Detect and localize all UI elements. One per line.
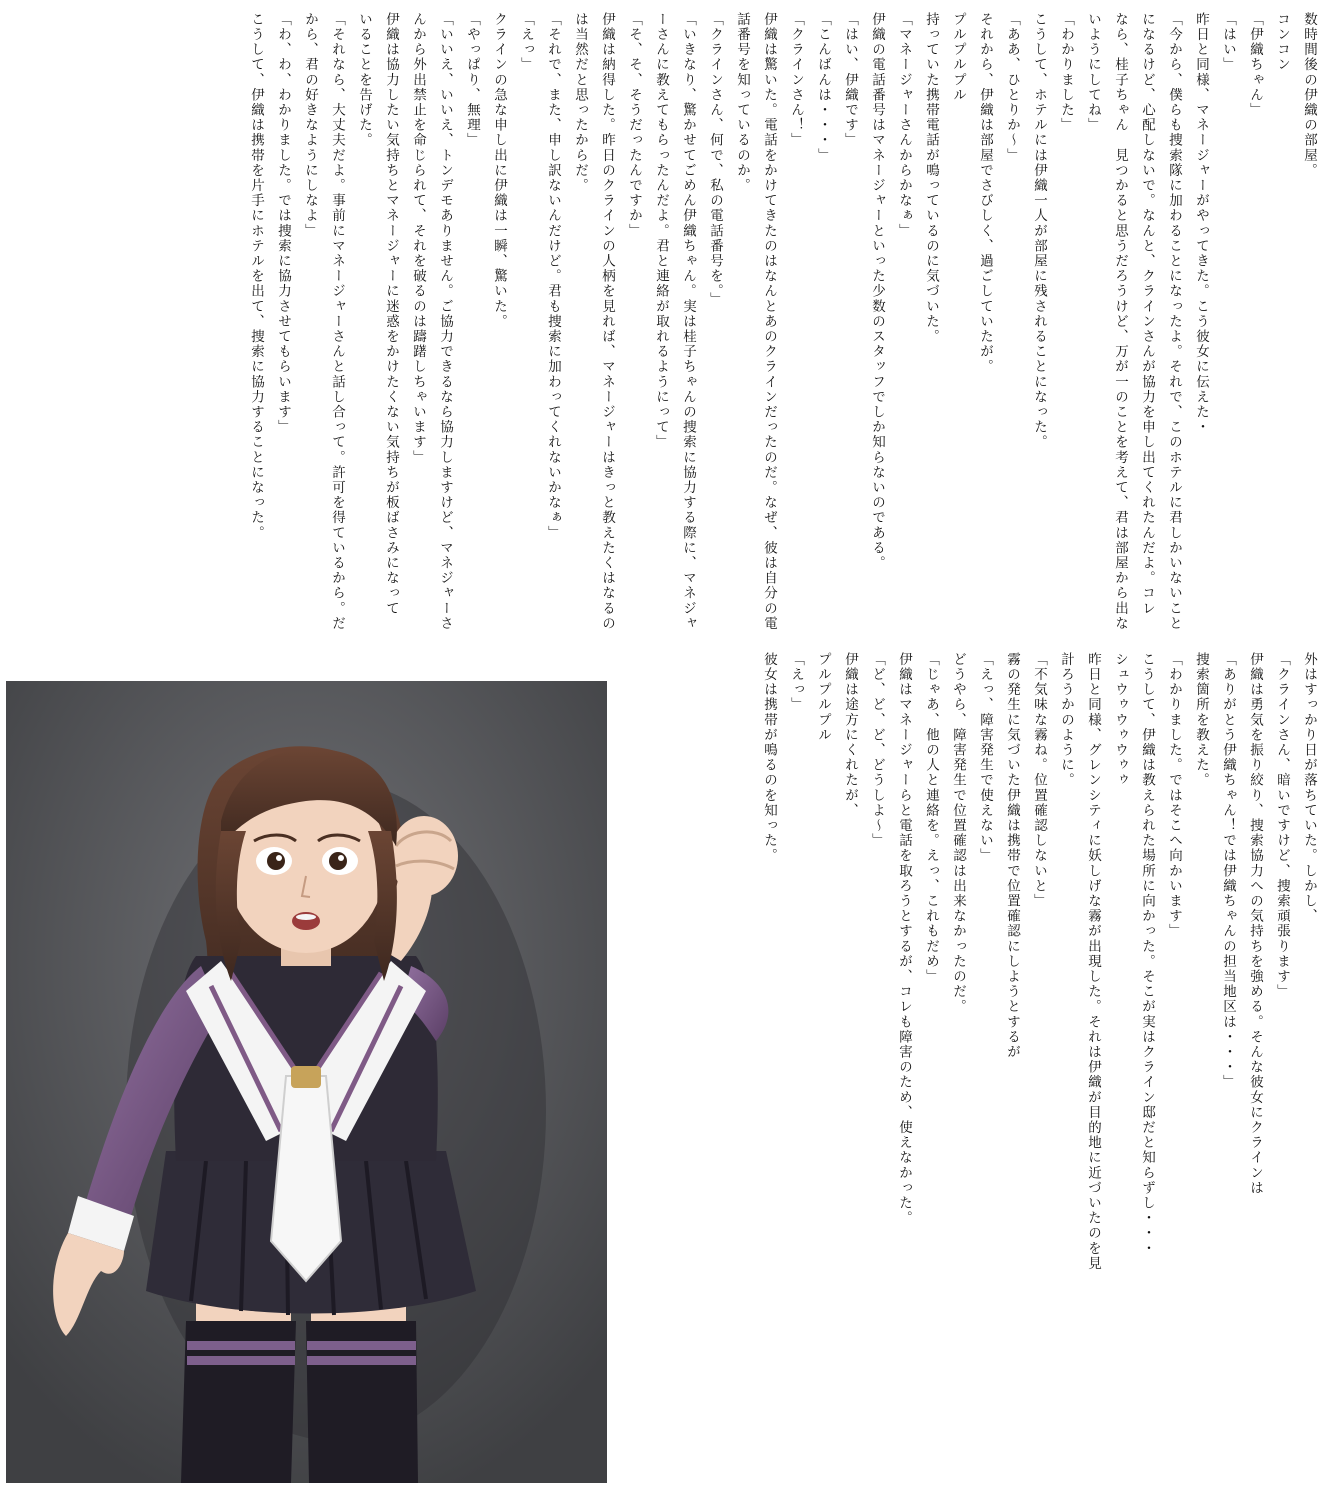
text-line: それから、伊織は部屋でさびしく、過ごしていたが。	[977, 12, 993, 375]
text-line: 伊織はマネージャーらと電話を取ろうとするが、コレも障害のため、使えなかった。	[896, 652, 912, 1226]
text-line: こうして、伊織は携帯を片手にホテルを出て、捜索に協力することになった。	[248, 12, 264, 541]
text-line: 「えっ」	[518, 12, 534, 73]
text-line: いることを告げた。	[356, 12, 372, 148]
text-line: こうして、ホテルには伊織一人が部屋に残されることになった。	[1031, 12, 1047, 450]
text-line: 「不気味な霧ね。位置確認しないと」	[1031, 652, 1047, 909]
text-line: コンコン	[1274, 12, 1290, 73]
text-line: 「えっ」	[788, 652, 804, 713]
text-line: 「えっ、障害発生で使えない」	[977, 652, 993, 864]
text-line: 「ありがとう伊織ちゃん！では伊織ちゃんの担当地区は・・・」	[1220, 652, 1236, 1090]
text-line: ーさんに教えてもらったんだよ。君と連絡が取れるようにって」	[653, 12, 669, 450]
text-line: 彼女は携帯が鳴るのを知った。	[761, 652, 777, 864]
text-line: から、君の好きなようにしなよ」	[302, 12, 318, 239]
text-line: 「それなら、大丈夫だよ。事前にマネージャーさんと話し合って。許可を得ているから。だ	[329, 12, 345, 632]
text-line: プルプルプル	[815, 652, 831, 743]
text-line: 伊織は途方にくれたが、	[842, 652, 858, 819]
top-story-text	[0, 12, 1322, 637]
text-line: 「はい」	[1220, 12, 1236, 73]
text-line: 「こんばんは・・・」	[815, 12, 831, 163]
text-line: 「わかりました」	[1058, 12, 1074, 133]
text-line: なら、桂子ちゃん 見つかると思うだろうけど、万が一のことを考えて、君は部屋から出な	[1112, 12, 1128, 632]
text-line: 「わ、わ、わかりました。では捜索に協力させてもらいます」	[275, 12, 291, 435]
text-line: 計ろうかのように。	[1058, 652, 1074, 788]
text-line: 「今から、僕らも捜索隊に加わることになったよ。それで、このホテルに君しかいないこと	[1166, 12, 1182, 632]
text-line: 「ど、ど、ど、どうしよ〜」	[869, 652, 885, 849]
illustration-drawing	[6, 681, 607, 1483]
text-line: 伊織は驚いた。電話をかけてきたのはなんとあのクラインだったのだ。なぜ、彼は自分の電	[761, 12, 777, 632]
text-line: 「いきなり、驚かせてごめん伊織ちゃん。実は桂子ちゃんの捜索に協力する際に、マネジャ	[680, 12, 696, 632]
text-line: どうやら、障害発生で位置確認は出来なかったのだ。	[950, 652, 966, 1015]
text-line: になるけど、心配しないで。なんと、クラインさんが協力を申し出てくれたんだよ。コレ	[1139, 12, 1155, 616]
text-line: 「そ、そ、そうだったんですか」	[626, 12, 642, 239]
text-line: 霧の発生に気づいた伊織は携帯で位置確認にしようとするが	[1004, 652, 1020, 1060]
text-line: 伊織は勇気を振り絞り、捜索協力への気持ちを強める。そんな彼女にクラインは	[1247, 652, 1263, 1196]
text-line: 「伊織ちゃん」	[1247, 12, 1263, 118]
text-line: 「いいえ、いいえ、トンデモありません。ご協力できるなら協力しますけど、マネジャーさ	[437, 12, 453, 632]
schoolgirl-illustration	[6, 681, 607, 1483]
text-line: 「じゃあ、他の人と連絡を。えっ、これもだめ」	[923, 652, 939, 985]
text-line: 「クラインさん、暗いですけど、捜索頑張ります」	[1274, 652, 1290, 1000]
text-line: 「マネージャーさんからかなぁ」	[896, 12, 912, 239]
text-line: 伊織は納得した。昨日のクラインの人柄を見れば、マネージャーはきっと教えたくはなるの	[599, 12, 615, 632]
text-line: 話番号を知っているのか。	[734, 12, 750, 194]
text-line: 「クラインさん、何で、私の電話番号を。」	[707, 12, 723, 308]
text-line: シュウゥウゥウゥゥ	[1112, 652, 1128, 788]
text-line: 伊織は協力したい気持ちとマネージャーに迷惑をかけたくない気持ちが板ばさみになって	[383, 12, 399, 616]
text-line: 捜索箇所を教えた。	[1193, 652, 1209, 788]
text-line: こうして、伊織は教えられた場所に向かった。そこが実はクライン邸だと知らずし・・・	[1139, 652, 1155, 1256]
text-line: 「それで、また、申し訳ないんだけど。君も捜索に加わってくれないかなぁ」	[545, 12, 561, 541]
text-line: 「わかりました。ではそこへ向かいます」	[1166, 652, 1182, 939]
text-line: 外はすっかり日が落ちていた。しかし、	[1301, 652, 1317, 924]
text-line: 昨日と同様、マネージャーがやってきた。こう彼女に伝えた・	[1193, 12, 1209, 435]
text-line: 持っていた携帯電話が鳴っているのに気づいた。	[923, 12, 939, 345]
text-line: プルプルプル	[950, 12, 966, 103]
text-line: 伊織の電話番号はマネージャーといった少数のスタッフでしか知らないのである。	[869, 12, 885, 571]
text-line: 昨日と同様、グレンシティに妖しげな霧が出現した。それは伊織が目的地に近づいたのを見	[1085, 652, 1101, 1272]
text-line: 「やっぱり、無理」	[464, 12, 480, 148]
text-line: クラインの急な申し出に伊織は一瞬、驚いた。	[491, 12, 507, 330]
text-line: 「はい、伊織です」	[842, 12, 858, 148]
text-line: いようにしてね」	[1085, 12, 1101, 133]
text-line: 「ああ、ひとりか〜」	[1004, 12, 1020, 163]
text-line: 数時間後の伊織の部屋。	[1301, 12, 1317, 179]
text-line: は当然だと思ったからだ。	[572, 12, 588, 194]
text-line: んから外出禁止を命じられて、それを破るのは躊躇しちゃいます」	[410, 12, 426, 465]
lower-right-story-text	[612, 652, 1322, 1507]
text-line: 「クラインさん！」	[788, 12, 804, 148]
